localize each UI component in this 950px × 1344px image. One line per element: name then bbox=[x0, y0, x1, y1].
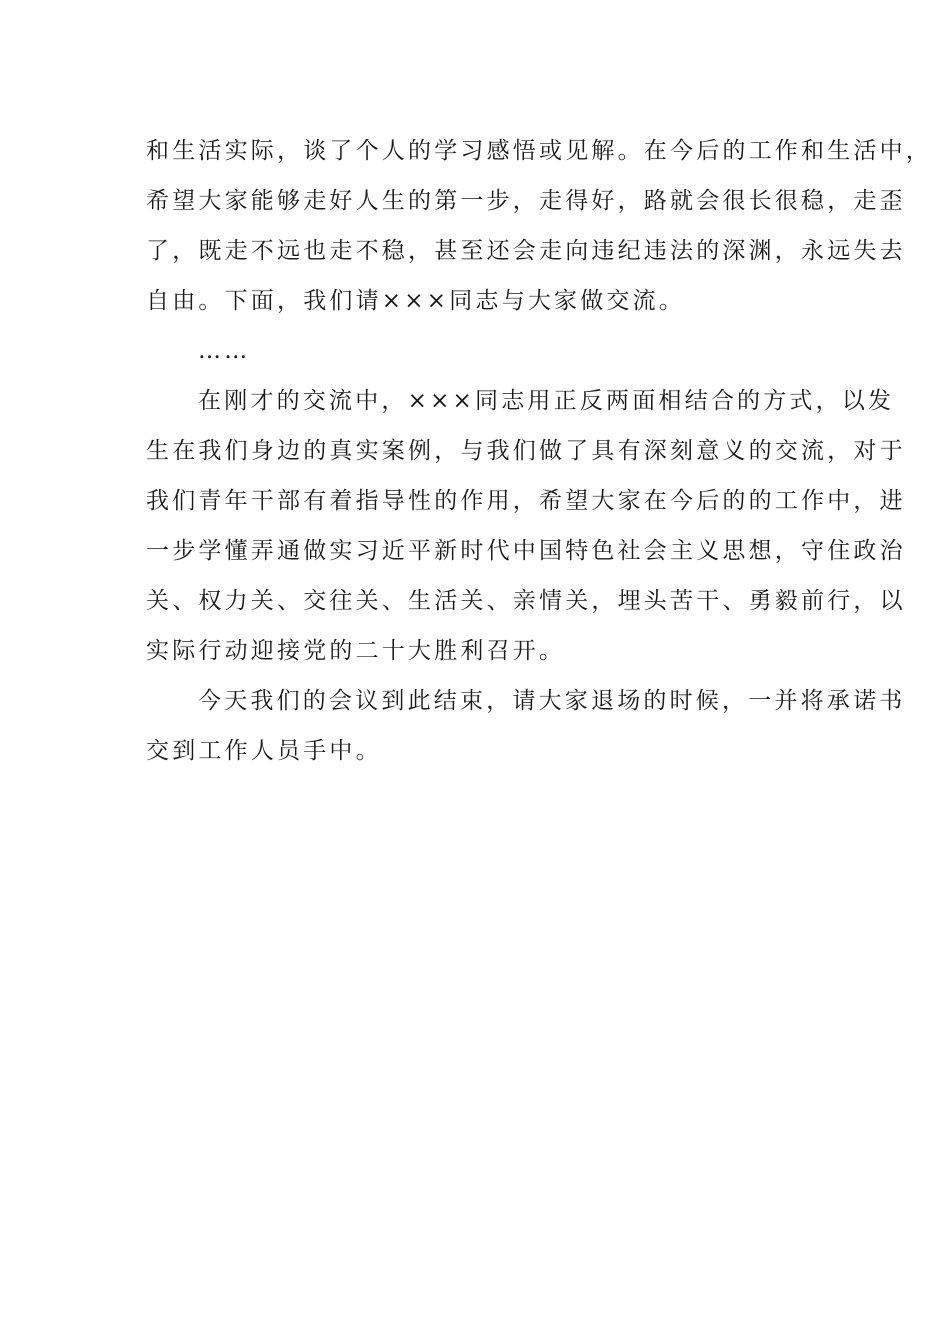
paragraph-4 bbox=[146, 676, 906, 776]
text-line: 生在我们身边的真实案例，与我们做了具有深刻意义的交流，对于 bbox=[146, 438, 906, 464]
document-body bbox=[146, 126, 932, 776]
text-line: 交到工作人员手中。 bbox=[146, 738, 382, 764]
ellipsis-line: …… bbox=[198, 338, 251, 364]
paragraph-2-ellipsis bbox=[146, 326, 806, 376]
text-line: 自由。下面，我们请×××同志与大家做交流。 bbox=[146, 288, 686, 314]
text-line: 今天我们的会议到此结束，请大家退场的时候，一并将承诺书 bbox=[198, 688, 906, 714]
paragraph-1 bbox=[146, 126, 932, 326]
text-line: 关、权力关、交往关、生活关、亲情关，埋头苦干、勇毅前行，以 bbox=[146, 588, 906, 614]
text-line: 实际行动迎接党的二十大胜利召开。 bbox=[146, 638, 566, 664]
text-line: 了，既走不远也走不稳，甚至还会走向违纪违法的深渊，永远失去 bbox=[146, 238, 906, 264]
text-line: 一步学懂弄通做实习近平新时代中国特色社会主义思想，守住政治 bbox=[146, 538, 906, 564]
text-line: 在刚才的交流中，×××同志用正反两面相结合的方式，以发 bbox=[198, 388, 895, 414]
text-line: 我们青年干部有着指导性的作用，希望大家在今后的的工作中，进 bbox=[146, 488, 906, 514]
paragraph-3 bbox=[146, 376, 906, 676]
text-line: 和生活实际，谈了个人的学习感悟或见解。在今后的工作和生活中， bbox=[146, 138, 932, 164]
text-line: 希望大家能够走好人生的第一步，走得好，路就会很长很稳，走歪 bbox=[146, 188, 906, 214]
